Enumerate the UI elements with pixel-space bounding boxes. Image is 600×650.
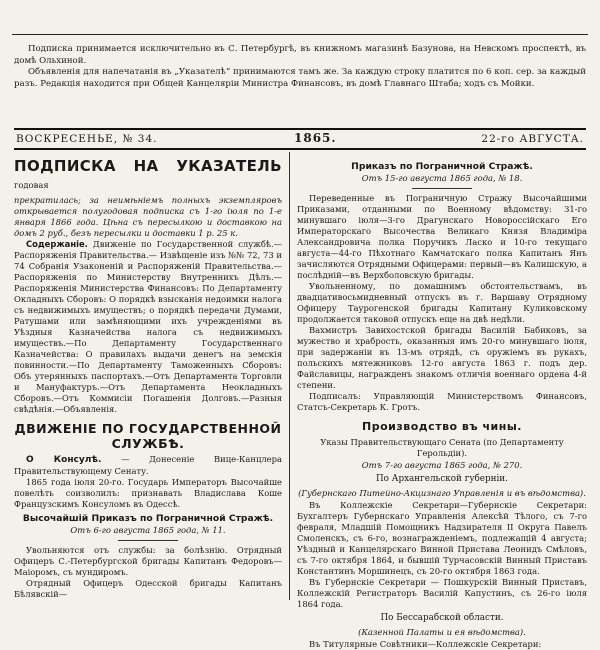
- contents-label: Содержаніе.: [26, 239, 88, 249]
- imperial-order-title: Высочайшій Приказъ по Пограничной Стражѣ.: [22, 513, 274, 524]
- subscription-heading: [14, 158, 282, 194]
- order-paragraph-2: Увольненному, по домашнимъ обстоятельствамъ, въ двадцативосьмидневный отпускъ въ г. Варшаву Отрядному Офицеру Таурогенской бригады Капитану Куликовскому продолжается таковой отпускъ еще на двѣ недѣли.: [297, 281, 587, 324]
- subscription-title-tail: годовая: [14, 180, 49, 190]
- imperial-order-date: Отъ 6-го августа 1865 года, № 11.: [70, 525, 226, 535]
- subscription-notice: [14, 44, 586, 90]
- province-subheading-1: (Губернскаго Питейно-Акцизнаго Управленія и въ вѣдомства).: [298, 488, 586, 498]
- short-rule: [412, 188, 472, 189]
- contents-body: Движеніе по Государственной службѣ.—Распоряженія Правительства.— Извѣщеніе изъ №№ 72, 73 и 74 Собранія Узаконеній и Распоряженій Правительства.—Распоряженія по Министерству Внутреннихъ Дѣлъ.—Распоряженія Министерства Финансовъ: По Департаменту Окладныхъ Сборовъ: О порядкѣ взысканія недоимки налога съ недвижимыхъ имуществъ; о порядкѣ передачи Думами, Ратушами или замѣняющими ихъ учрежденіями въ Уѣздныя Казначейства налога съ недвижимыхъ имуществъ.—По Департаменту Государственнаго Казначейства: О правилахъ выдачи денегъ на земскія повинности.—По Департаменту Таможенныхъ Сборовъ: Объ утерянныхъ паспортахъ.—Отъ Департамента Торговли и Мануфактуръ.—Отъ Департамента Неокладныхъ Сборовъ.—Отъ Коммисіи Погашенія Долговъ.—Разныя свѣдѣнія.—Объявленія.: [14, 239, 282, 414]
- border-guard-order-date: Отъ 15-го августа 1865 года, № 18.: [361, 173, 523, 183]
- right-column: [297, 158, 587, 650]
- section-title: ДВИЖЕНІЕ ПО ГОСУДАРСТВЕННОЙ СЛУЖБѢ.: [14, 421, 282, 451]
- promotions-title: Производство въ чины.: [362, 420, 522, 433]
- consul-intro: — Донесеніе Вице-Канцлера Правительствующему Сенату.: [14, 454, 282, 476]
- consul-title: О Консулѣ.: [26, 455, 102, 465]
- dateline-year: 1865.: [294, 131, 337, 145]
- dateline-day-issue: ВОСКРЕСЕНЬЕ, № 34.: [16, 133, 158, 145]
- imperial-order-text-1: Увольняются отъ службы: за болѣзнію. Отрядный Офицеръ С.-Петербургской бригады Капитанъ Федоровъ—Маіоромъ, съ мундиромъ.: [14, 545, 282, 577]
- province-subheading-2: (Казенной Палаты и ея вѣдомства).: [358, 627, 526, 637]
- dateline: [14, 128, 586, 150]
- contents-paragraph: [14, 239, 282, 415]
- notice-line-2: Объявленія для напечатанія въ „Указателѣ“ принимаются тамъ же. За каждую строку платится по 6 коп. сер. за каждый разъ. Редакція находится при Общей Канцеляріи Министра Финансовъ, въ домѣ Главнаго Штаба; ходъ съ Мойки.: [14, 67, 586, 89]
- promotions-paragraph-3: Въ Титулярные Совѣтники—Коллежскіе Секретари:: [309, 639, 542, 649]
- order-signature: Подписалъ: Управляющій Министерствомъ Финансовъ, Статсъ-Секретарь К. Гротъ.: [297, 391, 587, 412]
- notice-line-1: Подписка принимается исключительно въ С. Петербургѣ, въ книжномъ магазинѣ Базунова, на Невскомъ проспектѣ, въ домѣ Ольхиной.: [14, 44, 586, 66]
- province-heading-1: По Архангельской губерніи.: [376, 474, 508, 484]
- promotions-subtitle: Указы Правительствующаго Сената (по Департаменту Герольдіи).: [320, 437, 564, 458]
- left-column: [14, 158, 282, 600]
- promotions-paragraph-2: Въ Губернскіе Секретари — Пошкурскій Винный Приставъ, Коллежскій Регистраторъ Василій Капустинъ, съ 26-го іюля 1864 года.: [297, 577, 587, 609]
- subscription-body: прекратилась; за неимѣніемъ полныхъ экземпляровъ открывается полугодовая подписка съ 1-го іюля по 1-е января 1866 года. Цѣна съ пересылкою и доставкою на домъ 2 руб., безъ пересылки и доставки 1 р. 25 к.: [14, 195, 282, 238]
- subscription-title: ПОДПИСКА НА УКАЗАТЕЛЬ: [14, 157, 282, 175]
- order-paragraph-1: Переведенные въ Пограничную Стражу Высочайшими Приказами, отданными по Военному вѣдомству: 31-го минувшаго іюля—3-го Драгунскаго Новороссійскаго Его Императорскаго Высочества Великаго Князя Владиміра Александровича полка Поручикъ Ласко и 10-го текущаго августа—44-го Пѣхотнаго Камчатскаго полка Капитанъ Янъ зачисляются Отрядными Офицерами: первый—въ Калишскую, а послѣдній—въ Верхболовскую бригады.: [297, 193, 587, 280]
- order-paragraph-3: Вахмистръ Завихостской бригады Василій Бабиковъ, за мужество и храбрость, оказанныя имъ 20-го минувшаго іюля, при задержаніи въ 13-мъ отрядѣ, съ оружіемъ въ рукахъ, польскихъ мятежниковъ 12-го августа 1863 г. подъ дер. Файславицы, награжденъ знакомъ отличія военнаго ордена 4-й степени.: [297, 325, 587, 390]
- border-guard-order-title: Приказъ по Пограничной Стражѣ.: [351, 161, 533, 172]
- consul-text: 1865 года іюля 20-го. Государь Императоръ Высочайше повелѣть соизволилъ: признавать Владислава Коше Французскимъ Консуломъ въ Одессѣ.: [14, 477, 282, 509]
- consul-paragraph: [14, 454, 282, 477]
- imperial-order-text-2: Отрядный Офицеръ Одесской бригады Капитанъ Бѣлявскій—: [14, 578, 282, 599]
- province-heading-2: По Бессарабской области.: [380, 613, 504, 623]
- promotions-paragraph-1: Въ Коллежскіе Секретари—Губернскіе Секретари: Бухгалтеръ Губернскаго Управленія Алексѣй Тѣлого, съ 7-го февраля, Младшій Помощникъ Надзирателя II Округа Павелъ Смоленскъ, съ 6-го, вознагражденіемъ, подлежащій 4 августа; Уѣздный и Канцелярскаго Винной Пристава Леонидъ Смѣловъ, съ 7-го октября 1864, и бывшій Турчасовскій Винный Приставъ Константинъ Моршинецъ, съ 20-го октября 1863 года.: [297, 500, 587, 576]
- column-divider: [289, 152, 290, 600]
- top-rule: [12, 34, 588, 35]
- short-rule: [118, 540, 178, 541]
- dateline-date: 22-го АВГУСТА.: [481, 133, 584, 145]
- promotions-date: Отъ 7-го августа 1865 года, № 270.: [361, 460, 523, 470]
